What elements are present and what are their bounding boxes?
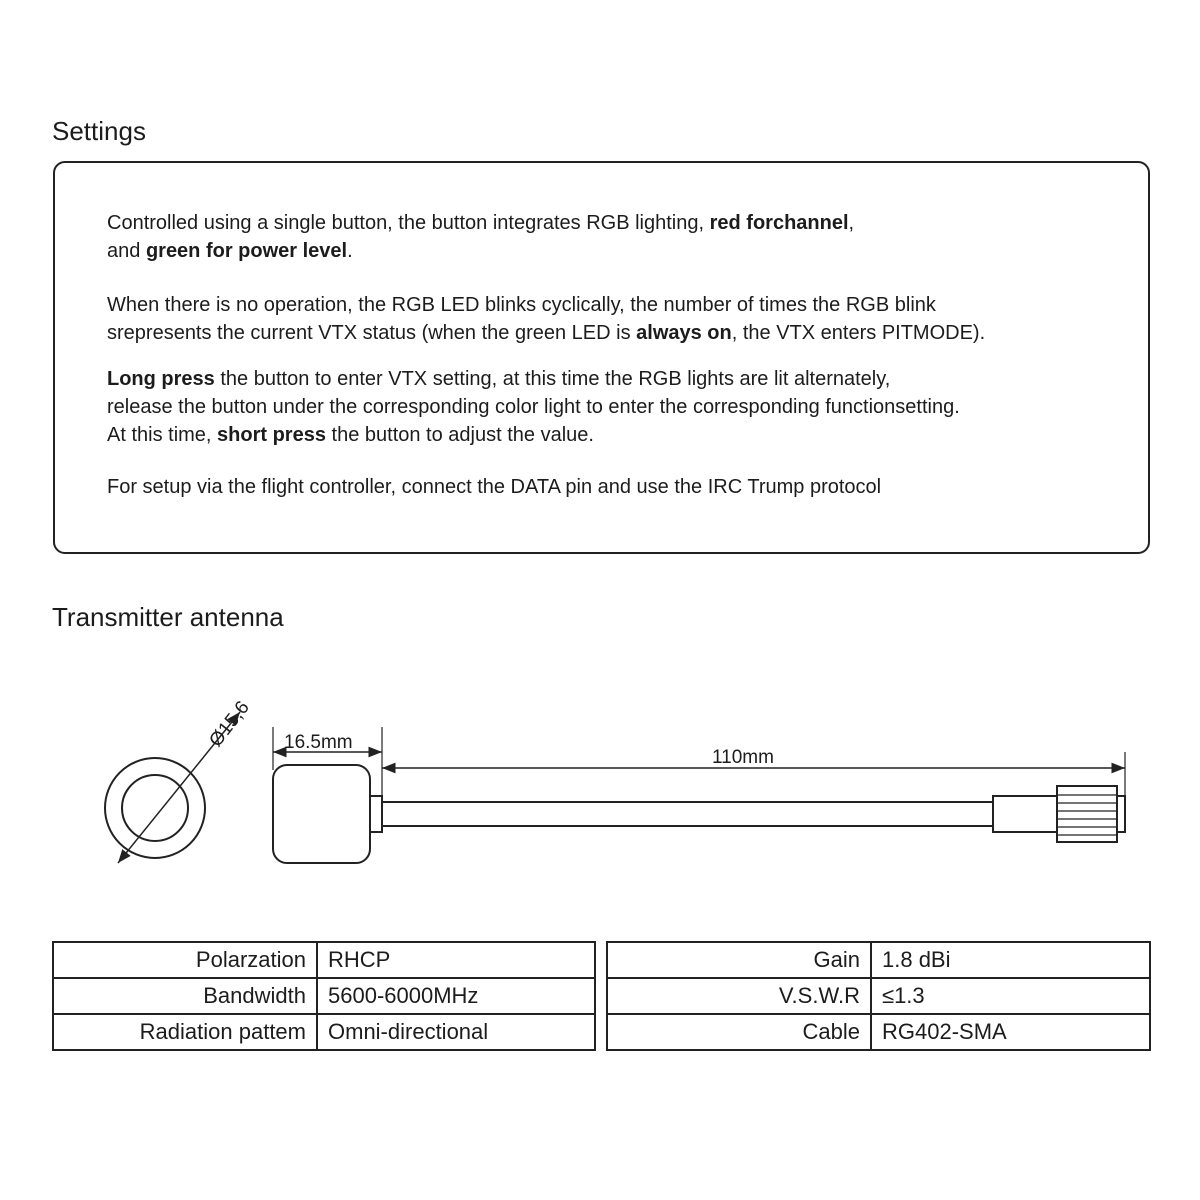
head-length-label: 16.5mm (284, 732, 353, 753)
spec-key: Gain (607, 942, 871, 978)
settings-box (53, 161, 1150, 554)
spec-key: V.S.W.R (607, 978, 871, 1014)
p3-text-c: release the button under the corresponding color light to enter the corresponding functionsetting. (107, 396, 960, 418)
spec-value: Omni-directional (317, 1014, 595, 1050)
total-length-label: 110mm (712, 747, 774, 768)
p3-long-press: Long press (107, 368, 215, 390)
p3-text-f: the button to adjust the value. (325, 424, 594, 446)
p1-text-a: Controlled using a single button, the button integrates RGB lighting, (107, 212, 710, 234)
antenna-front-view (105, 697, 254, 863)
spec-value: RHCP (317, 942, 595, 978)
antenna-side-view (273, 727, 1125, 863)
table-row (53, 1014, 595, 1050)
spec-key: Polarzation (53, 942, 317, 978)
settings-heading: Settings (52, 116, 146, 146)
spec-value: RG402-SMA (871, 1014, 1150, 1050)
settings-paragraph-2 (107, 291, 985, 347)
p1-green-power: green for power level (145, 240, 348, 262)
spec-table-left (52, 941, 596, 1051)
table-row (607, 1014, 1150, 1050)
settings-paragraph-3 (107, 365, 960, 449)
p2-text-b: srepresents the current VTX status (when the green LED is (107, 322, 637, 344)
p3-text-d: At this time, (107, 424, 218, 446)
diameter-label: Ø15,6 (205, 697, 254, 752)
antenna-diagram (0, 640, 1200, 900)
spec-value: 1.8 dBi (871, 942, 1150, 978)
table-row (607, 978, 1150, 1014)
settings-paragraph-1 (107, 209, 854, 265)
p2-text-d: , the VTX enters PITMODE). (731, 322, 986, 344)
settings-paragraph-4: For setup via the flight controller, connect the DATA pin and use the IRC Trump protocol (107, 476, 882, 498)
p1-text-c: , (848, 212, 855, 234)
p2-always-on: always on (636, 322, 732, 344)
table-row (607, 942, 1150, 978)
spec-table-right (606, 941, 1151, 1051)
spec-key: Radiation pattem (53, 1014, 317, 1050)
p3-text-b: the button to enter VTX setting, at this time the RGB lights are lit alternately, (214, 368, 891, 390)
spec-key: Bandwidth (53, 978, 317, 1014)
antenna-heading: Transmitter antenna (52, 602, 284, 632)
spec-value: 5600-6000MHz (317, 978, 595, 1014)
spec-value: ≤1.3 (871, 978, 1150, 1014)
p3-short-press: short press (217, 424, 326, 446)
p2-text-a: When there is no operation, the RGB LED blinks cyclically, the number of times the RGB blink (107, 294, 936, 316)
spec-key: Cable (607, 1014, 871, 1050)
p1-text-d: and (107, 240, 146, 262)
table-row (53, 978, 595, 1014)
p1-red-channel: red forchannel (709, 212, 849, 234)
p1-text-f: . (347, 240, 353, 262)
table-row (53, 942, 595, 978)
